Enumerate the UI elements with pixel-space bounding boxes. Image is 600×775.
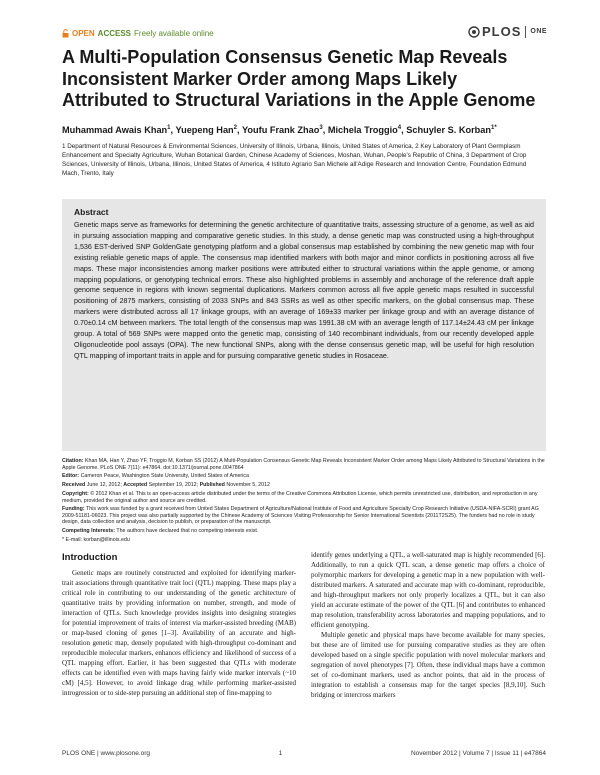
introduction-heading: Introduction xyxy=(62,552,118,563)
page-footer xyxy=(62,750,546,757)
paragraph: Genetic maps are routinely constructed and exploited for identifying marker-trait associations through quantitative trait loci (QTL) mapping. These maps play a critical role in contributing to our understanding of the genetic architecture of quantitative traits by providing information on number, strength, and mode of interaction of QTLs. Such knowledge provides insights into designing strategies for potential improvement of traits of interest via marker-assisted breeding (MAB) or map-based cloning of genes [1–3]. Availability of an accurate and high-resolution genetic map, densely populated with high-throughput co-dominant and reproducible molecular markers, enhances efficiency and likelihood of success of a QTL mapping effort. Earlier, it has been suggested that QTLs with moderate effects can be identified even with maps having fairly wide marker intervals (~10 cM) [4,5]. However, to avoid linkage drag while performing marker-assisted introgression or to side-step pursuing an additional step of fine-mapping to xyxy=(62,569,296,697)
access-label: ACCESS xyxy=(97,29,132,38)
funding: Funding: This work was funded by a grant received from United States Department of Agriculture/National Institute of Food and Agriculture Specialty Crop Research Initiative (USDA-NIFA-SCRI) grant AG 2009-51181-06023. This project was also partially supported by the Chinese Academy of Sciences Visiting Professorship for Senior International Scientists (2011T2S25). The funders had no role in study design, data collection and analysis, decision to publish, or preparation of the manuscript. xyxy=(62,506,539,526)
plos-logo-icon xyxy=(468,26,480,38)
open-label: OPEN xyxy=(72,29,95,38)
author: Michela Troggio$^4$ xyxy=(327,125,402,136)
page-number: 1 xyxy=(278,750,283,757)
author: Muhammad Awais Khan$^1$ xyxy=(62,125,171,136)
footer-journal: PLOS ONE | www.plosone.org xyxy=(62,750,151,757)
article-title: A Multi-Population Consensus Genetic Map Reveals Inconsistent Marker Order among Maps Likely Attributed to Structural Variations in the Apple Genome xyxy=(62,47,536,110)
abstract-text: Genetic maps serve as frameworks for determining the genetic architecture of quantitative traits, assessing structure of a genome, as well as aid in pursuing association mapping and comparative genetic studies. In this study, a dense genetic map was constructed using a high-throughput 1,536 EST-derived SNP GoldenGate genotyping platform and a global consensus map established by combining the new genetic map with four existing reliable genetic maps of apple. The consensus map identified markers with both major and minor conflicts in positioning across all five maps. These major inconsistencies among marker positions were attributed either to structural variations within the apple genome, or among mapping populations, or genotyping technical errors. These also highlighted problems in assembly and anchorage of the reference draft apple genome sequence in regions with known segmental duplications. Markers common across all five apple genetic maps resulted in successful positioning of 2875 markers, consisting of 2033 SNPs and 843 SSRs as well as other specific markers, on the global consensus map. These markers were distributed across all 17 linkage groups, with an average of 169±33 marker per linkage group and with an average distance of 0.70±0.14 cM between markers. The total length of the consensus map was 1991.38 cM with an average length of 117.14±24.43 cM per linkage group. A total of 569 SNPs were mapped onto the genetic map, consisting of 140 recombinant individuals, from our recently developed apple Oligonucleotide pool assays (OPA). The new functional SNPs, along with the dense consensus genetic map, will be useful for high resolution QTL mapping of important traits in apple and for pursuing comparative genetic studies in Rosaceae. xyxy=(74,221,534,360)
logo-sub: ONE xyxy=(530,28,548,35)
copyright: Copyright: © 2012 Khan et al. This is an open-access article distributed under the terms of the Creative Commons Attribution License, which permits unrestricted use, distribution, and reproduction in any medium, provided the original author and source are credited. xyxy=(62,491,538,504)
editor: Editor: Cameron Peace, Washington State University, United States of America xyxy=(62,473,249,479)
logo-word: PLOS xyxy=(482,24,522,39)
citation: Citation: Khan MA, Han Y, Zhao YF, Troggio M, Korban SS (2012) A Multi-Population Consensus Genetic Map Reveals Inconsistent Marker Order among Maps Likely Attributed to Structural Variations in the Apple Genome. PLoS ONE 7(11): e47864. doi:10.1371/journal.pone.0047864 xyxy=(62,458,545,471)
open-access-lock-icon xyxy=(62,29,69,38)
abstract-box xyxy=(62,199,546,451)
intro-left-column xyxy=(62,568,296,698)
freely-available-label: Freely available online xyxy=(134,29,214,38)
dates: Received June 12, 2012; Accepted September 19, 2012; Published November 5, 2012 xyxy=(62,482,270,488)
paragraph: Multiple genetic and physical maps have become available for many species, but these are of limited use for pursuing comparative studies as they are often developed based on a single specific population with novel molecular markers and segregation of novel phenotypes [7]. Often, these individual maps have a common set of co-dominant markers, used as anchor points, that aid in the process of integration to establish a consensus map for the target species [8,9,10]. Such bridging or intercross markers xyxy=(311,631,545,699)
logo-separator xyxy=(525,26,526,38)
affiliations: 1 Department of Natural Resources & Environmental Sciences, University of Illinois, Urbana, Illinois, United States of America, 2 Key Laboratory of Plant Germplasm Enhancement and Specialty Agriculture, Wuhan Botanical Garden, Chinese Academy of Sciences, Moshan, Wuhan, People's Republic of China, 3 Department of Crop Sciences, University of Illinois, Urbana, Illinois, United States of America, 4 Istituto Agrario San Michele all'Adige Research and Innovation Centre, Foundation Edmund Mach, Trento, Italy xyxy=(62,143,527,177)
author-list: Muhammad Awais Khan$^1$, Yuepeng Han$^2$, Youfu Frank Zhao$^3$, Michela Troggio$^4$, Schuyler S. Korban$^{1*}$ xyxy=(62,125,497,136)
author: Youfu Frank Zhao$^3$ xyxy=(241,125,323,136)
author: Schuyler S. Korban$^{1*}$ xyxy=(406,125,497,136)
paragraph: identify genes underlying a QTL, a well-saturated map is highly recommended [6]. Additionally, to run a quick QTL scan, a dense genetic map offers a choice of polymorphic markers for developing a genetic map in a new population with well-distributed markers. A saturated and accurate map with co-dominant, reproducible, and high-throughput markers not only properly localizes a QTL, but it can also yield an accurate estimate of the power of the QTL [6] and contributes to enhanced map resolution, transferability across laboratories and mapping populations, and to efficient genotyping. xyxy=(311,551,545,629)
footer-issue: November 2012 | Volume 7 | Issue 11 | e47864 xyxy=(410,750,546,757)
author: Yuepeng Han$^2$ xyxy=(175,125,238,136)
corresponding-email: * E-mail: korban@illinois.edu xyxy=(62,537,130,543)
competing-interests: Competing Interests: The authors have declared that no competing interests exist. xyxy=(62,528,259,534)
plos-one-logo xyxy=(468,24,547,39)
open-access-banner xyxy=(62,29,214,38)
abstract-heading: Abstract xyxy=(74,207,109,217)
intro-right-column xyxy=(311,550,545,700)
